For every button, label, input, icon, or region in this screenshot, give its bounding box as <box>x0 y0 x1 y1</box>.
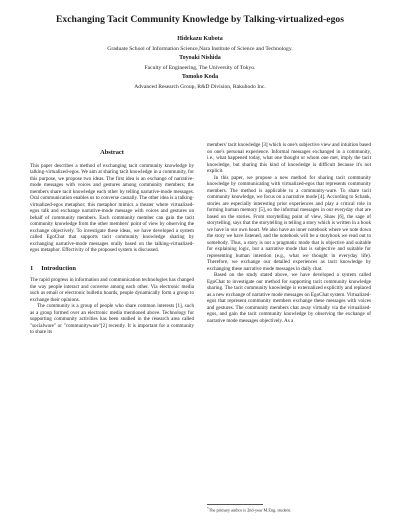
intro-paragraph: The community is a group of people who share common interests [1], such as a group formed over an electronic media mentioned above. Technology for supporting community activities has been studied in the research area called "socialware" or "communityware"[2] recently. It is important for a community to share its <box>30 303 194 335</box>
body-paragraph: In this paper, we propose a new method for sharing tacit community knowledge by communicating with virtualized-egos that represents community members. The method is applicable to a community-ware. To share tacit community knowledge, we focus on a narrative mode [4]. According to Schank, stories are especially interesting prior experiences and play a critical role in forming human memory [5], so the informal messages in our everyday chat are based on the stories. From storytelling point of view, Shaw [6], the sage of storytelling, says that the storytelling is telling a story which is written in a book we have in our own heart. We also have an inner notebook where we note down the story we have listened, and the notebook will be a storybook we read out to somebody. Thus, a story is not a pragmatic mode that is objective and suitable for explaining logic, but a narrative mode that is subjective and suitable for representing human intention (e.g., what we thought in everyday life). Therefore, we exchange our detailed experiences as tacit knowledge by exchanging these narrative mode messages in daily chat. <box>207 174 371 272</box>
section-number: 1 <box>30 264 34 272</box>
footnote-mark: * <box>207 506 209 510</box>
body-paragraph: Based on the study stated above, we have developed a system called EgoChat to investigate our method for supporting tacit community knowledge sharing. The tacit community knowledge is externalized explicitly and replaced as a new exchange of narrative mode messages on EgoChat system. Virtualized-egos that represent community members exchange these messages with voices and gestures. The community members chat away virtually via the virtualized-egos, and gain the tacit community knowledge by observing the exchange of narrative mode messages objectively. As a <box>207 272 371 324</box>
right-column <box>207 142 371 324</box>
paper-title: Exchanging Tacit Community Knowledge by Talking-virtualized-egos <box>55 14 345 25</box>
author-affiliation: Advanced Research Group, R&D Division, Rakuhodo Inc. <box>134 83 266 90</box>
left-column <box>30 150 194 336</box>
abstract-heading: Abstract <box>100 149 124 156</box>
abstract-text: This paper describes a method of exchanging tacit community knowledge by talking-virtualized-egos. We aim at sharing tacit knowledge in a community, for this purpose, we propose two ideas. The first idea is an exchange of narrative-mode messages with voices and gestures among community members; the members share tacit knowledge each other by telling narrative-mode messages. Oral communication enables us to converse casually. The other idea is a talking-virtualized-egos metaphor; this metaphor mimics a theater where virtualized-egos talk and exchange narrative-mode message with voices and gestures on behalf of community members. Each community member can gain the tacit community knowledge from the other members' point of view by observing the exchange objectively. To investigate these ideas, we have developed a system called EgoChat that supports tacit community knowledge sharing by exchanging narrative-mode messages orally based on the talking-virtualized-egos metaphor. Effectivity of the proposed system is discussed. <box>30 162 194 253</box>
introduction-heading <box>30 266 194 273</box>
author-affiliation: Graduate School of Information Science,Nara Institute of Science and Technology. <box>107 45 293 52</box>
footnote-rule <box>207 504 263 505</box>
author-name: Toyoaki Nishida <box>179 55 221 62</box>
footnote-text: The primary author is 2nd-year M.Eng. student. <box>208 507 291 513</box>
author-name: Hidekazu Kubota <box>177 36 223 42</box>
intro-paragraph: The rapid progress in information and communication technologies has changed the way people interact and converse among each other. Via electronic media such as email or electronic bulletin boards, people dynamically form a group to exchange their opinions. <box>30 277 194 303</box>
author-affiliation: Faculty of Engineering, The University of Tokyo. <box>144 64 256 71</box>
section-title: Introduction <box>41 264 76 272</box>
footnote <box>207 506 371 512</box>
author-name: Tomoko Koda <box>181 74 219 81</box>
author-block <box>0 35 400 93</box>
body-paragraph: members' tacit knowledge [3] which is one's subjective view and intuition based on one's personal experience. Informal messages exchanged in a community, i.e., what happened today, what one thought or whom one met, imply the tacit knowledge, but sharing this kind of knowledge is difficult because it's not explicit. <box>207 142 371 174</box>
